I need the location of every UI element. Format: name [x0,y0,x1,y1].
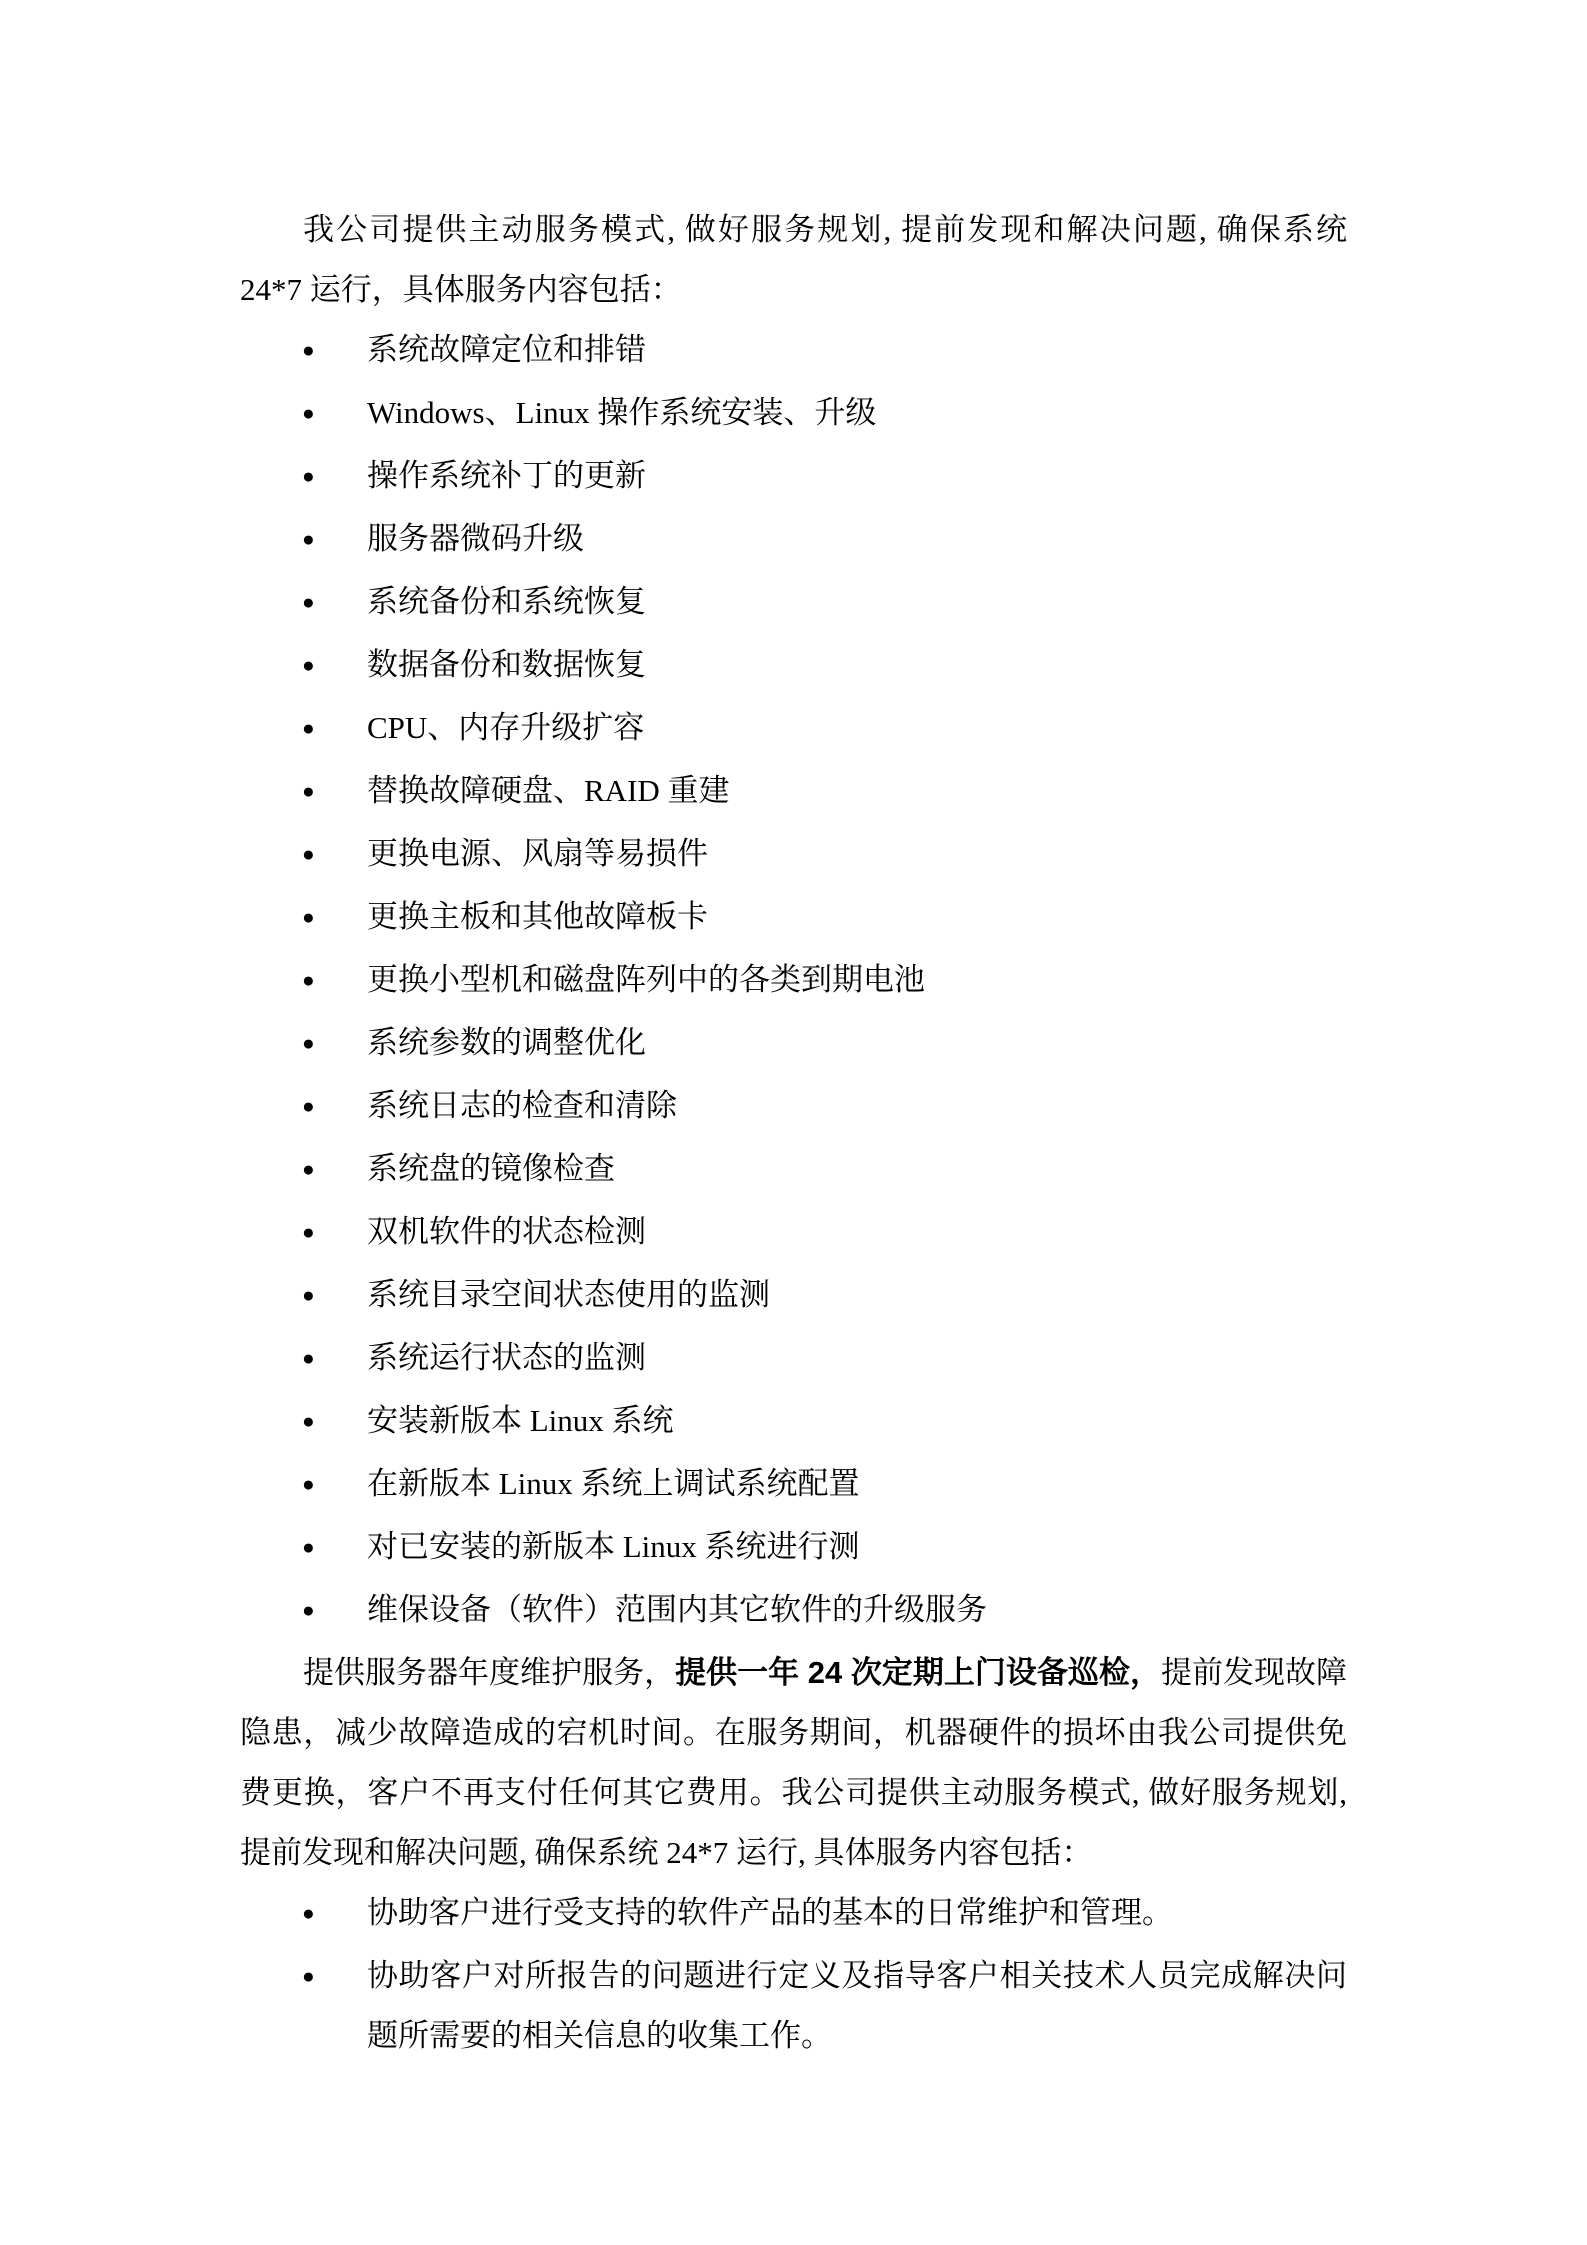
bullet-icon: ● [302,1535,315,1559]
list-item [302,950,1347,1010]
bullet-icon: ● [302,1031,315,1055]
bullet-icon: ● [302,968,315,992]
paragraph-proactive-service-intro: 我公司提供主动服务模式, 做好服务规划, 提前发现和解决问题, 确保系统 24*7 运行，具体服务内容包括： [240,212,1347,307]
list-item-text: 更换电源、风扇等易损件 [367,836,708,871]
list-item-text: 服务器微码升级 [367,521,584,556]
list-item [302,1946,1347,2066]
list-item [302,446,1347,506]
list-item [302,509,1347,569]
list-item [302,1391,1347,1451]
bullet-icon: ● [302,716,315,740]
bullet-icon: ● [302,1409,315,1433]
list-item-text: 数据备份和数据恢复 [367,647,646,682]
list-item [302,1517,1347,1577]
bullet-icon: ● [302,1472,315,1496]
list-item-text: 双机软件的状态检测 [367,1214,646,1249]
bullet-icon: ● [302,338,315,362]
bullet-icon: ● [302,590,315,614]
paragraph-annual-pre-text: 提供服务器年度维护服务， [303,1655,676,1690]
service-list-secondary [240,1883,1347,2066]
service-list-primary [240,320,1347,1640]
list-item [302,320,1347,380]
list-item [302,887,1347,947]
list-item [302,572,1347,632]
paragraph-annual-bold-text: 提供一年 24 次定期上门设备巡检， [675,1655,1161,1690]
list-item [302,635,1347,695]
list-item [302,1454,1347,1514]
bullet-icon: ● [302,1283,315,1307]
list-item [302,1265,1347,1325]
bullet-icon: ● [302,527,315,551]
list-item [302,698,1347,758]
bullet-icon: ● [302,1964,315,1988]
bullet-icon: ● [302,464,315,488]
list-item [302,761,1347,821]
list-item-text: 更换小型机和磁盘阵列中的各类到期电池 [367,962,925,997]
bullet-icon: ● [302,1157,315,1181]
bullet-icon: ● [302,1094,315,1118]
list-item [302,1139,1347,1199]
bullet-icon: ● [302,1901,315,1925]
list-item-text: Windows、Linux 操作系统安装、升级 [367,395,877,430]
bullet-icon: ● [302,1598,315,1622]
bullet-icon: ● [302,842,315,866]
list-item-text: 系统盘的镜像检查 [367,1151,615,1186]
list-item-text: 系统故障定位和排错 [367,332,646,367]
list-item [302,1328,1347,1388]
list-item-text: 替换故障硬盘、RAID 重建 [367,773,730,808]
list-item-text: 系统日志的检查和清除 [367,1088,677,1123]
list-item-text: 系统运行状态的监测 [367,1340,646,1375]
paragraph-annual-maintenance [240,1643,1347,1883]
list-item [302,1076,1347,1136]
list-item-text: 系统目录空间状态使用的监测 [367,1277,770,1312]
list-item [302,1883,1347,1943]
bullet-icon: ● [302,1220,315,1244]
list-item [302,383,1347,443]
bullet-icon: ● [302,779,315,803]
list-item [302,1202,1347,1262]
list-item-text: 系统备份和系统恢复 [367,584,646,619]
list-item-text: 对已安装的新版本 Linux 系统进行测 [367,1529,860,1564]
list-item-text: 操作系统补丁的更新 [367,458,646,493]
list-item-text: 安装新版本 Linux 系统 [367,1403,674,1438]
list-item-text: CPU、内存升级扩容 [367,710,645,745]
bullet-icon: ● [302,401,315,425]
bullet-icon: ● [302,1346,315,1370]
list-item-text: 维保设备（软件）范围内其它软件的升级服务 [367,1592,987,1627]
list-item [302,824,1347,884]
paragraph-annual-post-text: 提前发现故障隐患，减少故障造成的宕机时间。在服务期间，机器硬件的损坏由我公司提供免费更换，客户不再支付任何其它费用。我公司提供主动服务模式, 做好服务规划, 提前发现和解决问题, 确保系统 24*7 运行, 具体服务内容包括： [240,1655,1347,1870]
list-item-text: 更换主板和其他故障板卡 [367,899,708,934]
list-item-text: 协助客户进行受支持的软件产品的基本的日常维护和管理。 [367,1895,1173,1930]
bullet-icon: ● [302,905,315,929]
list-item [302,1580,1347,1640]
bullet-icon: ● [302,653,315,677]
list-item [302,1013,1347,1073]
list-item-text: 在新版本 Linux 系统上调试系统配置 [367,1466,860,1501]
list-item-text: 协助客户对所报告的问题进行定义及指导客户相关技术人员完成解决问题所需要的相关信息的收集工作。 [367,1958,1347,2053]
list-item-text: 系统参数的调整优化 [367,1025,646,1060]
